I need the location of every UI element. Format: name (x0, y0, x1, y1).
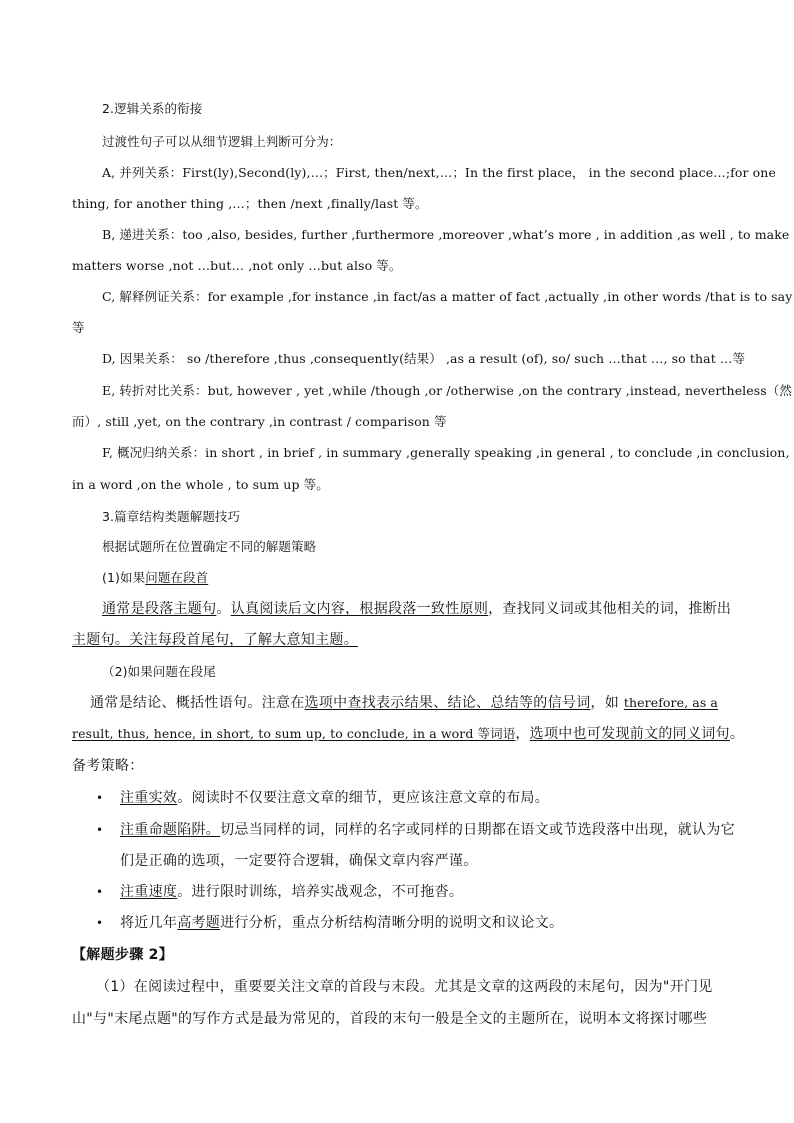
case1-underline-3: 主题句。关注每段首尾句，了解大意知主题。 (72, 632, 358, 648)
strategy-heading: 备考策略： (72, 758, 144, 774)
strategy-item-key: 注重命题陷阱。 (120, 822, 221, 838)
bullet-icon: • (96, 823, 104, 837)
steps-paragraph-line2: 山"与"末尾点题"的写作方式是最为常见的，首段的末句一般是全文的主题所在，说明本文将探讨哪些 (72, 1011, 708, 1027)
item-c-line1: C, 解释例证关系：for example ,for instance ,in fact/as a matter of fact ,actually ,in other words /that is to say (102, 289, 793, 304)
strategy-item-text: 。进行限时训练，培养实战观念，不可拖沓。 (177, 884, 464, 900)
case2-underline-4: 选项中也可发现前文的同义词句 (529, 726, 730, 742)
strategy-item-text: 进行分析，重点分析结构清晰分明的说明文和议论文。 (220, 915, 564, 931)
case1-line2 (72, 630, 722, 650)
strategy-item-key: 注重速度 (120, 884, 178, 900)
case1-title (102, 568, 752, 588)
bullet-icon: • (96, 885, 104, 899)
case2-underline-3: result, thus, hence, in short, to sum up, to conclude, in a word 等词语 (72, 726, 516, 741)
strategy-item (120, 820, 770, 840)
strategy-item (120, 788, 770, 808)
item-d-line1: D, 因果关系： so /therefore ,thus ,consequently(结果） ,as a result (of), so/ such …that …, so that …等 (102, 351, 746, 366)
item-b-line1: B, 递进关系：too ,also, besides, further ,furthermore ,moreover ,what’s more , in addition ,as well , to make (102, 227, 790, 242)
strategy-item-key: 高考题 (177, 915, 221, 931)
case2-title: （2)如果问题在段尾 (102, 664, 216, 679)
item-c-line2: 等 (72, 320, 85, 335)
bullet-icon: • (96, 791, 104, 805)
case2-underline-1: 选项中查找表示结果、结论、总结等的信号词 (304, 695, 591, 711)
case2-underline-2: therefore, as a (623, 695, 718, 710)
item-f-line1: F, 概况归纳关系：in short , in brief , in summary ,generally speaking ,in general , to conclude ,in conclusion, (102, 445, 790, 460)
case2-line2 (72, 724, 745, 744)
item-b-line2: matters worse ,not …but… ,not only …but also 等。 (72, 258, 402, 273)
paragraph-intro: 过渡性句子可以从细节逻辑上判断可分为： (102, 134, 342, 149)
item-e-line2: 而）, still ,yet, on the contrary ,in contrast / comparison 等 (72, 414, 447, 429)
item-e-line1: E, 转折对比关系：but, however , yet ,while /though ,or /otherwise ,on the contrary ,instead, nevertheless（然 (102, 383, 793, 398)
section-heading: 3.篇章结构类题解题技巧 (102, 509, 241, 524)
steps-heading: 【解题步骤 2】 (72, 947, 174, 963)
case2-text: 。 (729, 726, 745, 742)
case2-text: ，如 (590, 695, 624, 711)
case1-underline-1: 通常是段落主题句 (102, 601, 217, 617)
item-a-line2: thing, for another thing ,…；then /next ,finally/last 等。 (72, 196, 428, 211)
strategy-item (120, 882, 770, 902)
strategy-item (120, 913, 770, 933)
strategy-item-continued: 们是正确的选项，一定要符合逻辑，确保文章内容严谨。 (120, 853, 478, 869)
item-a-line1: A, 并列关系：First(ly),Second(ly),…；First, then/next,…；In the first place， in the second place…;for one (102, 165, 776, 180)
case1-underline-2: 认真阅读后文内容，根据段落一致性原则 (230, 601, 489, 617)
case2-line1 (90, 693, 740, 713)
paragraph-intro: 根据试题所在位置确定不同的解题策略 (102, 539, 317, 554)
case1-line1 (102, 599, 752, 619)
bullet-icon: • (96, 916, 104, 930)
case2-text: 通常是结论、概括性语句。注意在 (90, 695, 305, 711)
item-f-line2: in a word ,on the whole , to sum up 等。 (72, 477, 329, 492)
case1-prefix: (1)如果 (102, 570, 146, 585)
strategy-item-text: 。阅读时不仅要注意文章的细节，更应该注意文章的布局。 (177, 790, 550, 806)
steps-paragraph-line1: （1）在阅读过程中，重要要关注文章的首段与末段。尤其是文章的这两段的末尾句，因为"开门见 (96, 979, 713, 995)
case1-text: 。 (216, 601, 231, 617)
case1-text: ，查找同义词或其他相关的词，推断出 (488, 601, 732, 617)
section-heading: 2.逻辑关系的衔接 (102, 101, 203, 116)
strategy-item-text: 切忌当同样的词，同样的名字或同样的日期都在语文或节选段落中出现，就认为它 (220, 822, 735, 838)
case2-text: ， (515, 726, 530, 742)
strategy-item-text: 将近几年 (120, 915, 178, 931)
case1-title-underlined: 问题在段首 (145, 570, 209, 585)
strategy-item-key: 注重实效 (120, 790, 178, 806)
